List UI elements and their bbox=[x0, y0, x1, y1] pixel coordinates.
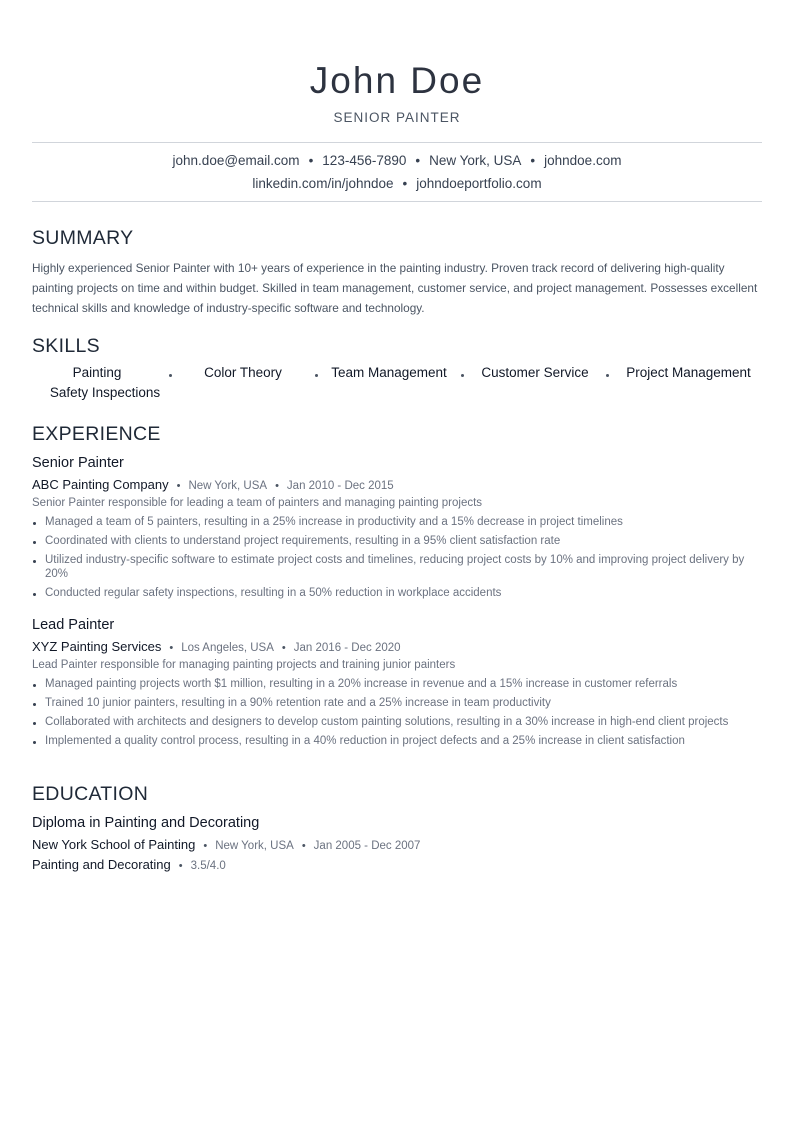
summary-heading: SUMMARY bbox=[32, 227, 134, 249]
job-description: Lead Painter responsible for managing painting projects and training junior painters bbox=[32, 659, 456, 671]
job-meta bbox=[32, 639, 401, 654]
achievement-item: Managed painting projects worth $1 million, resulting in a 20% increase in revenue and a 15% increase in customer referrals bbox=[32, 677, 762, 691]
skill-item: Customer Service bbox=[481, 365, 589, 380]
experience-heading: EXPERIENCE bbox=[32, 423, 161, 445]
field-of-study: Painting and Decorating bbox=[32, 857, 171, 872]
achievement-item: Utilized industry-specific software to estimate project costs and timelines, reducing project costs by 10% and improving project delivery by 20% bbox=[32, 553, 762, 581]
separator-dot: • bbox=[275, 480, 279, 492]
separator-dot: • bbox=[178, 860, 183, 872]
skill-separator-dot bbox=[315, 374, 318, 377]
education-heading: EDUCATION bbox=[32, 783, 149, 805]
company-name: XYZ Painting Services bbox=[32, 639, 162, 654]
degree-title: Diploma in Painting and Decorating bbox=[32, 815, 260, 831]
company-name: ABC Painting Company bbox=[32, 477, 169, 492]
separator-dot: • bbox=[176, 480, 181, 492]
skill-separator-dot bbox=[606, 374, 609, 377]
linkedin-link[interactable]: linkedin.com/in/johndoe bbox=[252, 176, 394, 191]
job-location: New York, USA bbox=[188, 480, 268, 492]
email-link[interactable]: john.doe@email.com bbox=[172, 153, 300, 168]
separator-dot: • bbox=[169, 642, 174, 654]
job-achievements bbox=[32, 677, 762, 753]
location-text: New York, USA bbox=[429, 153, 522, 168]
divider-bottom bbox=[32, 201, 762, 202]
separator-dot: • bbox=[415, 153, 421, 168]
achievement-item: Trained 10 junior painters, resulting in a 90% retention rate and a 25% increase in team productivity bbox=[32, 696, 762, 710]
divider-top bbox=[32, 142, 762, 143]
school-location: New York, USA bbox=[215, 840, 294, 852]
school-name: New York School of Painting bbox=[32, 837, 196, 852]
achievement-item: Conducted regular safety inspections, resulting in a 50% reduction in workplace accidents bbox=[32, 586, 762, 600]
separator-dot: • bbox=[308, 153, 314, 168]
skill-item: Safety Inspections bbox=[49, 385, 161, 400]
job-dates: Jan 2010 - Dec 2015 bbox=[286, 480, 394, 492]
skill-item: Painting bbox=[72, 365, 122, 380]
skill-separator-dot bbox=[169, 374, 172, 377]
school-meta bbox=[32, 837, 420, 852]
candidate-title: SENIOR PAINTER bbox=[333, 110, 461, 125]
job-meta bbox=[32, 477, 394, 492]
achievement-item: Coordinated with clients to understand project requirements, resulting in a 95% client satisfaction rate bbox=[32, 534, 762, 548]
skill-separator-dot bbox=[461, 374, 464, 377]
summary-text: Highly experienced Senior Painter with 10+ years of experience in the painting industry. Proven track record of delivering high-quality painting projects on time and within budget. Skilled in team management, customer service, and project management. Possesses excellent technical skills and knowledge of industry-specific software and technology. bbox=[32, 261, 758, 315]
separator-dot: • bbox=[530, 153, 536, 168]
skill-item: Team Management bbox=[331, 365, 447, 380]
candidate-name: John Doe bbox=[309, 60, 485, 101]
skill-item: Color Theory bbox=[204, 365, 282, 380]
phone-text[interactable]: 123-456-7890 bbox=[322, 153, 407, 168]
job-achievements bbox=[32, 515, 762, 605]
separator-dot: • bbox=[402, 176, 408, 191]
job-title: Lead Painter bbox=[32, 617, 115, 633]
separator-dot: • bbox=[301, 840, 306, 852]
website-link[interactable]: johndoe.com bbox=[544, 153, 622, 168]
separator-dot: • bbox=[281, 642, 286, 654]
contact-row-2 bbox=[0, 176, 794, 191]
job-description: Senior Painter responsible for leading a team of painters and managing painting projects bbox=[32, 497, 483, 509]
portfolio-link[interactable]: johndoeportfolio.com bbox=[416, 176, 542, 191]
gpa-text: 3.5/4.0 bbox=[190, 860, 226, 872]
skill-item: Project Management bbox=[626, 365, 751, 380]
job-title: Senior Painter bbox=[32, 455, 124, 471]
job-dates: Jan 2016 - Dec 2020 bbox=[293, 642, 401, 654]
school-dates: Jan 2005 - Dec 2007 bbox=[313, 840, 421, 852]
field-meta bbox=[32, 857, 226, 872]
separator-dot: • bbox=[203, 840, 208, 852]
job-location: Los Angeles, USA bbox=[181, 642, 274, 654]
achievement-item: Collaborated with architects and designers to develop custom painting solutions, resulting in a 30% increase in high-end client projects bbox=[32, 715, 762, 729]
skills-heading: SKILLS bbox=[32, 335, 100, 357]
achievement-item: Implemented a quality control process, resulting in a 40% reduction in project defects and a 25% increase in client satisfaction bbox=[32, 734, 762, 748]
achievement-item: Managed a team of 5 painters, resulting in a 25% increase in productivity and a 15% decrease in project timelines bbox=[32, 515, 762, 529]
contact-row-1 bbox=[0, 153, 794, 168]
